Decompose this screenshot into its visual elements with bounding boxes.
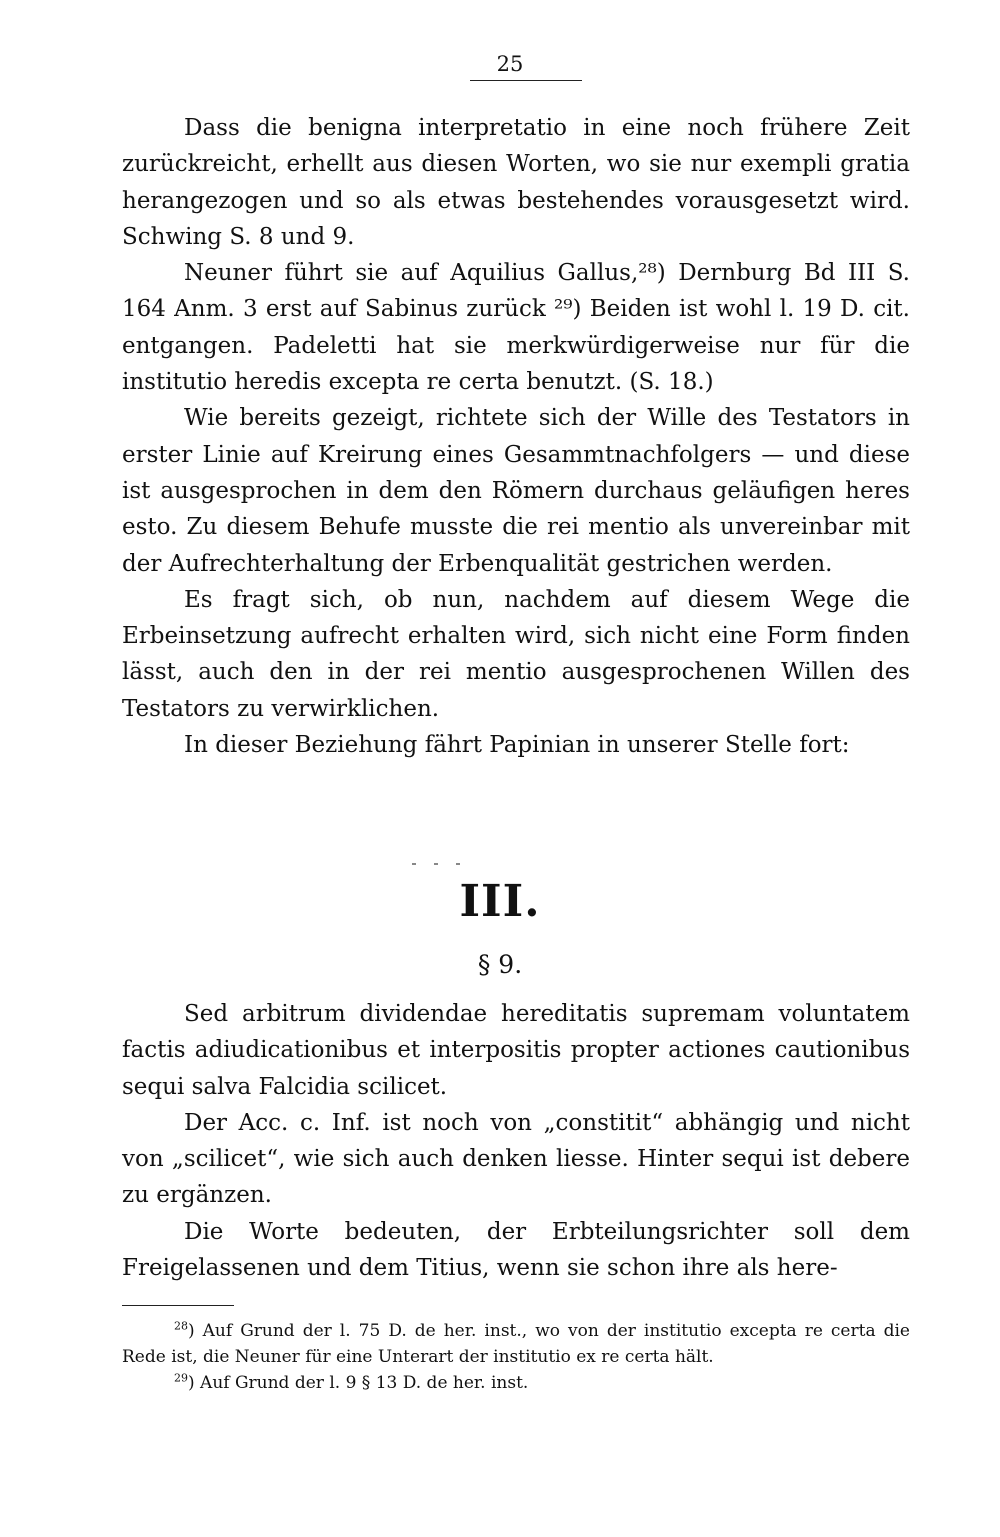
chapter-heading: III. (459, 876, 541, 927)
header-rule (470, 80, 582, 81)
footnote-mark: 28 (174, 1319, 188, 1333)
quotation-paragraph: Sed arbitrum dividendae hereditatis supremam voluntatem factis adiudicationibus et interpositis propter actiones cautionibus sequi salva Falcidia scilicet. (122, 1001, 910, 1100)
paragraph: Neuner führt sie auf Aquilius Gallus,²⁸) Dernburg Bd III S. 164 Anm. 3 erst auf Sabinus zurück ²⁹) Beiden ist wohl l. 19 D. cit. entgangen. Padeletti hat sie merkwürdigerweise nur für die institutio heredis excepta re certa benutzt. (S. 18.) (122, 260, 910, 396)
paragraph: In dieser Beziehung fährt Papinian in unserer Stelle fort: (184, 732, 850, 759)
footnote (122, 1318, 910, 1370)
footnote-text: ) Auf Grund der l. 9 § 13 D. de her. inst. (188, 1373, 529, 1393)
footnote-rule (122, 1305, 234, 1306)
paragraph: Die Worte bedeuten, der Erbteilungsrichter soll dem Freigelassenen und dem Titius, wenn sie schon ihre als here- (122, 1218, 910, 1282)
footnote-mark: 29 (174, 1371, 188, 1385)
paragraph: Dass die benigna interpretatio in eine noch frühere Zeit zurückreicht, erhellt aus diesen Worten, wo sie nur exempli gratia herangezogen und so als etwas bestehendes vorausgesetzt wird. Schwing S. 8 und 9. (122, 115, 910, 250)
text-block-bottom (122, 996, 910, 1286)
footnotes (122, 1318, 910, 1396)
page-number: 25 (496, 52, 524, 76)
paragraph: Wie bereits gezeigt, richtete sich der Wille des Testators in erster Linie auf Kreirung eines Gesammtnachfolgers — und diese ist ausgesprochen in dem den Römern durchaus geläufigen heres esto. Zu diesem Behufe musste die rei mentio als unvereinbar mit der Aufrechterhaltung der Erbenqualität gestrichen werden. (122, 405, 910, 577)
paragraph: Der Acc. c. Inf. ist noch von „constitit“ abhängig und nicht von „scilicet“, wie sich auch denken liesse. Hinter sequi ist debere zu ergänzen. (122, 1109, 910, 1209)
section-heading: § 9. (477, 950, 523, 979)
footnote (122, 1370, 910, 1396)
paragraph: Es fragt sich, ob nun, nachdem auf diesem Wege die Erbeinsetzung aufrecht erhalten wird, sich nicht eine Form finden lässt, auch den in der rei mentio ausgesprochenen Willen des Testators zu verwirklichen. (122, 586, 910, 722)
text-block-top (122, 110, 910, 763)
footnote-text: ) Auf Grund der l. 75 D. de her. inst., wo von der institutio excepta re certa die Rede ist, die Neuner für eine Unterart der institutio ex re certa hält. (122, 1321, 910, 1367)
